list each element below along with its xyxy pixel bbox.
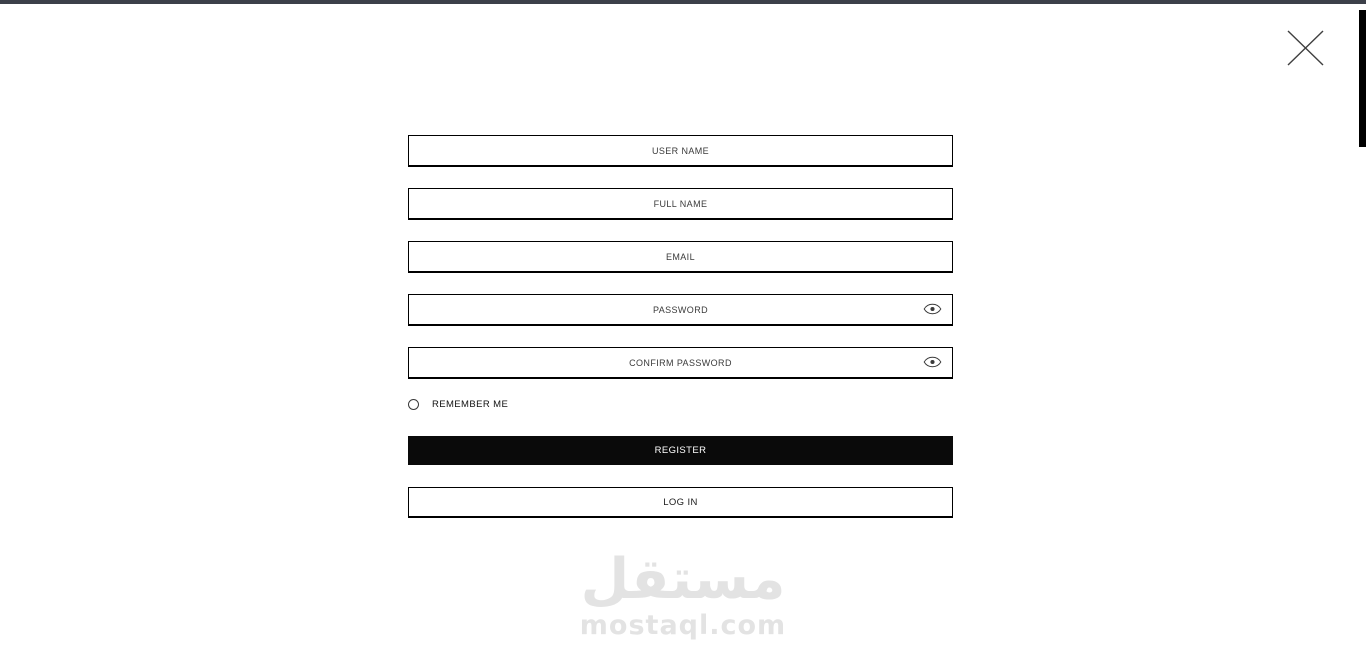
scrollbar-thumb[interactable]	[1359, 10, 1366, 147]
confirm-password-input[interactable]	[408, 347, 953, 379]
remember-me-row	[408, 399, 508, 410]
watermark	[0, 547, 1366, 641]
fullname-field-wrap	[408, 188, 953, 220]
email-input[interactable]	[408, 241, 953, 273]
username-field-wrap	[408, 135, 953, 167]
fullname-input[interactable]	[408, 188, 953, 220]
watermark-logo: مستقل	[580, 547, 786, 612]
close-button[interactable]	[1285, 27, 1326, 69]
register-form	[408, 135, 953, 400]
eye-icon	[923, 356, 942, 371]
password-field-wrap	[408, 294, 953, 326]
remember-me-label: REMEMBER ME	[432, 399, 509, 410]
confirm-password-reveal-button[interactable]	[921, 355, 943, 371]
register-button[interactable]: REGISTER	[408, 436, 953, 465]
watermark-site-text: mostaql.com	[579, 610, 787, 641]
remember-me-radio[interactable]	[408, 399, 419, 410]
confirm-password-field-wrap	[408, 347, 953, 379]
password-reveal-button[interactable]	[921, 302, 943, 318]
scrollbar-track[interactable]	[1359, 4, 1366, 651]
top-accent-bar	[0, 0, 1366, 4]
login-button[interactable]: LOG IN	[408, 487, 953, 518]
close-x-icon	[1285, 27, 1326, 69]
email-field-wrap	[408, 241, 953, 273]
password-input[interactable]	[408, 294, 953, 326]
username-input[interactable]	[408, 135, 953, 167]
eye-icon	[923, 303, 942, 318]
